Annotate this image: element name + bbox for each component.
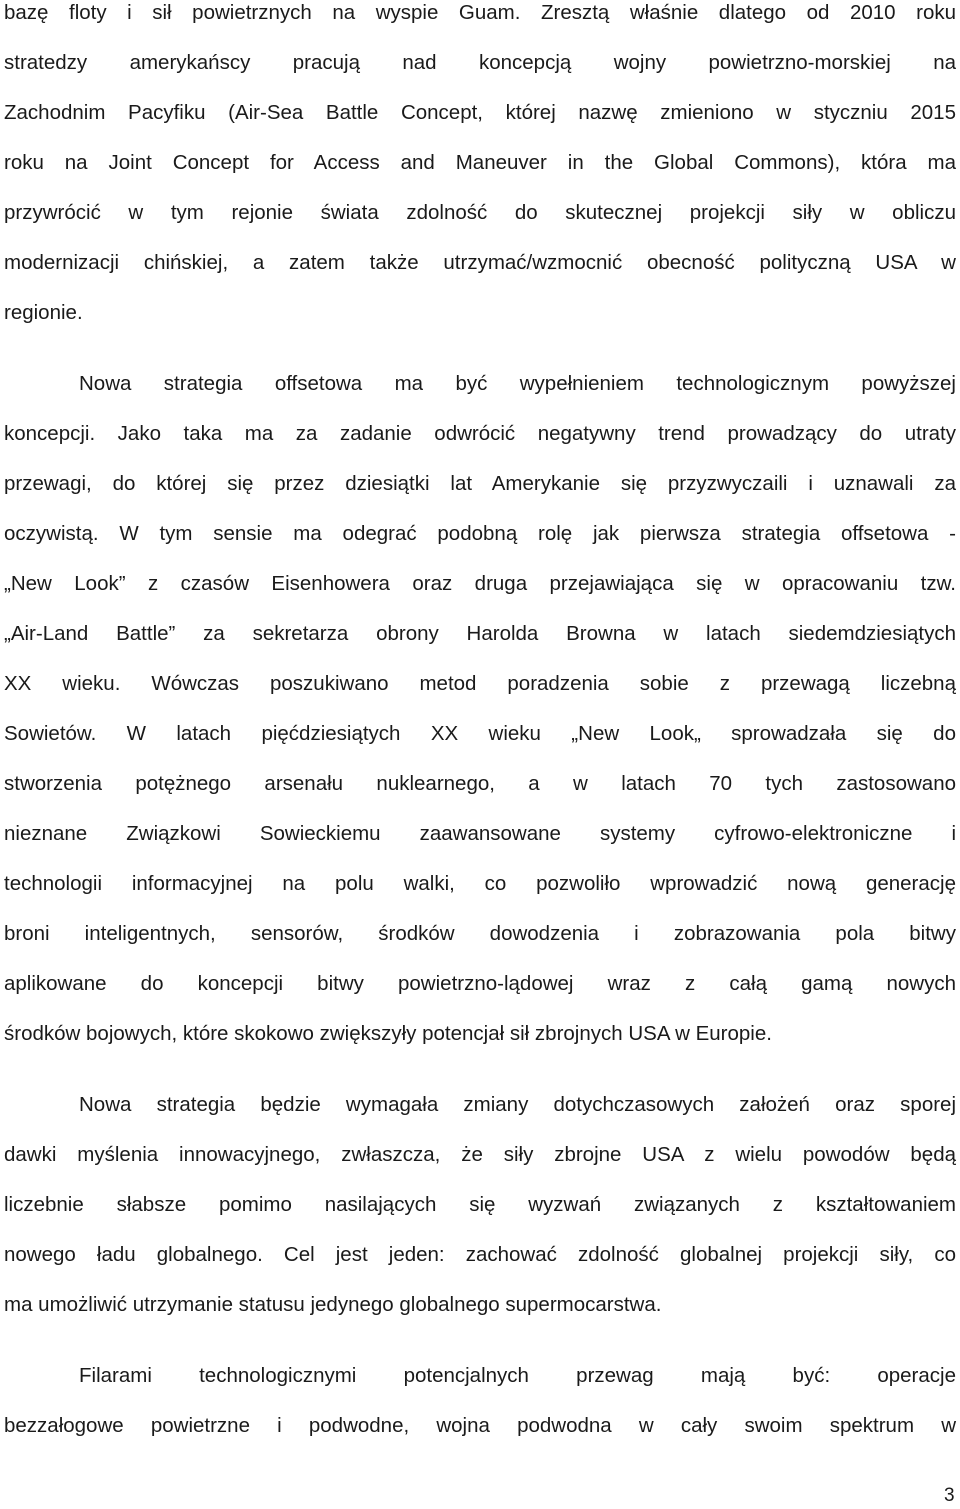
text-line: stratedzy amerykańscy pracują nad koncepcją wojny powietrzno-morskiej na	[4, 51, 956, 74]
text-line: przywrócić w tym rejonie świata zdolność do skutecznej projekcji siły w obliczu	[4, 201, 956, 224]
text-line: nieznane Związkowi Sowieckiemu zaawansowane systemy cyfrowo-elektroniczne i	[4, 822, 956, 845]
text-line: technologii informacyjnej na polu walki, co pozwoliło wprowadzić nową generację	[4, 872, 956, 895]
text-line: Zachodnim Pacyfiku (Air-Sea Battle Concept, której nazwę zmieniono w styczniu 2015	[4, 101, 956, 124]
text-line: aplikowane do koncepcji bitwy powietrzno-lądowej wraz z całą gamą nowych	[4, 972, 956, 995]
text-line: przewagi, do której się przez dziesiątki lat Amerykanie się przyzwyczaili i uznawali za	[4, 472, 956, 495]
text-line: nowego ładu globalnego. Cel jest jeden: zachować zdolność globalnej projekcji siły, co	[4, 1243, 956, 1266]
text-line: bazę floty i sił powietrznych na wyspie Guam. Zresztą właśnie dlatego od 2010 roku	[4, 1, 956, 24]
text-line: broni inteligentnych, sensorów, środków dowodzenia i zobrazowania pola bitwy	[4, 922, 956, 945]
text-line: środków bojowych, które skokowo zwiększyły potencjał sił zbrojnych USA w Europie.	[4, 1022, 772, 1045]
text-line: roku na Joint Concept for Access and Maneuver in the Global Commons), która ma	[4, 151, 956, 174]
text-line: Sowietów. W latach pięćdziesiątych XX wieku „New Look„ sprowadzała się do	[4, 722, 956, 745]
text-line: „Air-Land Battle” za sekretarza obrony Harolda Browna w latach siedemdziesiątych	[4, 622, 956, 645]
text-line: stworzenia potężnego arsenału nuklearnego, a w latach 70 tych zastosowano	[4, 772, 956, 795]
page-number: 3	[944, 1485, 955, 1506]
text-line: XX wieku. Wówczas poszukiwano metod poradzenia sobie z przewagą liczebną	[4, 672, 956, 695]
text-line: Nowa strategia offsetowa ma być wypełnieniem technologicznym powyższej	[79, 372, 956, 395]
text-line: Nowa strategia będzie wymagała zmiany dotychczasowych założeń oraz sporej	[79, 1093, 956, 1116]
text-line: ma umożliwić utrzymanie statusu jedynego globalnego supermocarstwa.	[4, 1293, 662, 1316]
text-line: dawki myślenia innowacyjnego, zwłaszcza, że siły zbrojne USA z wielu powodów będą	[4, 1143, 956, 1166]
text-line: bezzałogowe powietrzne i podwodne, wojna podwodna w cały swoim spektrum w	[4, 1414, 956, 1437]
text-line: „New Look” z czasów Eisenhowera oraz druga przejawiająca się w opracowaniu tzw.	[4, 572, 956, 595]
text-line: modernizacji chińskiej, a zatem także utrzymać/wzmocnić obecność polityczną USA w	[4, 251, 956, 274]
text-line: oczywistą. W tym sensie ma odegrać podobną rolę jak pierwsza strategia offsetowa -	[4, 522, 956, 545]
text-line: liczebnie słabsze pomimo nasilających się wyzwań związanych z kształtowaniem	[4, 1193, 956, 1216]
text-line: koncepcji. Jako taka ma za zadanie odwrócić negatywny trend prowadzący do utraty	[4, 422, 956, 445]
text-line: Filarami technologicznymi potencjalnych przewag mają być: operacje	[79, 1364, 956, 1387]
text-line: regionie.	[4, 301, 83, 324]
